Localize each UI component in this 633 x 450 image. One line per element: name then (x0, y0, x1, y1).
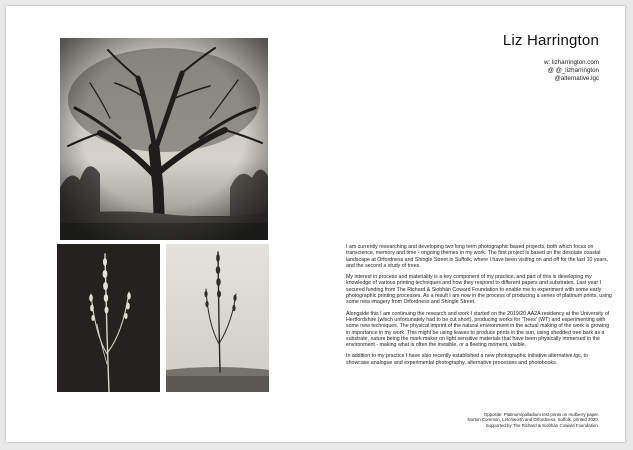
caption-line: Supported by The Richard & Siobhán Coward Foundation. (485, 422, 599, 428)
artist-statement (346, 244, 612, 371)
light-plant-photograph (166, 244, 269, 392)
tree-photograph (60, 38, 268, 240)
website-link[interactable]: w: lizharrington.com (543, 59, 599, 66)
caption-line: Opposite: Platinum/palladium test prints on mulberry paper. (483, 412, 599, 417)
statement-paragraph: My interest in process and materiality is a key component of my practice, and part of this is developing my knowledge of various printing techniques and how they respond to different papers and substrates. Last year I secured funding from The Richard & Siobhán Coward Foundation to enable me to experiment with some early photographic printing processes. As a result I am now in the process of producing a series of platinum prints, using some new imagery from Orfordness and Shingle Street. (346, 274, 612, 306)
contact-block (544, 59, 599, 83)
instagram-handle[interactable]: @ @_lizharrington (547, 67, 599, 74)
statement-paragraph: I am currently researching and developing two long term photographic based projects, both which focus on transcience, memory and time - ongoing themes in my work. The first project is based on the desolate coastal landscape at Orfordness and Shingle Street in Suffolk, where I have been visiting on and off for the last 10 years, and the second a study of trees. (346, 244, 609, 269)
statement-paragraph: In addition to my practice I have also recently established a new photographic initiative alternative.lgc, to showcase analogue and experimental photography, alternative processes and photobooks. (346, 353, 588, 366)
document-page (6, 6, 625, 442)
caption-line: Norton Common, Letchworth and Orfordness, Suffolk, printed 2020. (467, 417, 599, 423)
statement-paragraph: Alongside this I am continuing the research and work I started on the 2019/20 AA2A residency at the University of Hertfordshire (which unfortunately had to be cut short), producing works for 'Trees' (WT) and experimenting with some new techniques. The physical imprint of the natural environment in the actual making of the work is growing in importance in my work. This might be using leaves to produce prints in the sun, using shedded tree bark as a substrate, nature being the mark maker on light sensitive materials that have been physically immersed in the environment - making what is often the invisible, or a fleeting moment, visible. (346, 310, 610, 349)
image-caption (468, 412, 599, 428)
dark-plant-photograph (57, 244, 160, 392)
artist-name: Liz Harrington (502, 32, 599, 49)
instagram-handle-alt[interactable]: @alternative.lgc (554, 75, 599, 82)
